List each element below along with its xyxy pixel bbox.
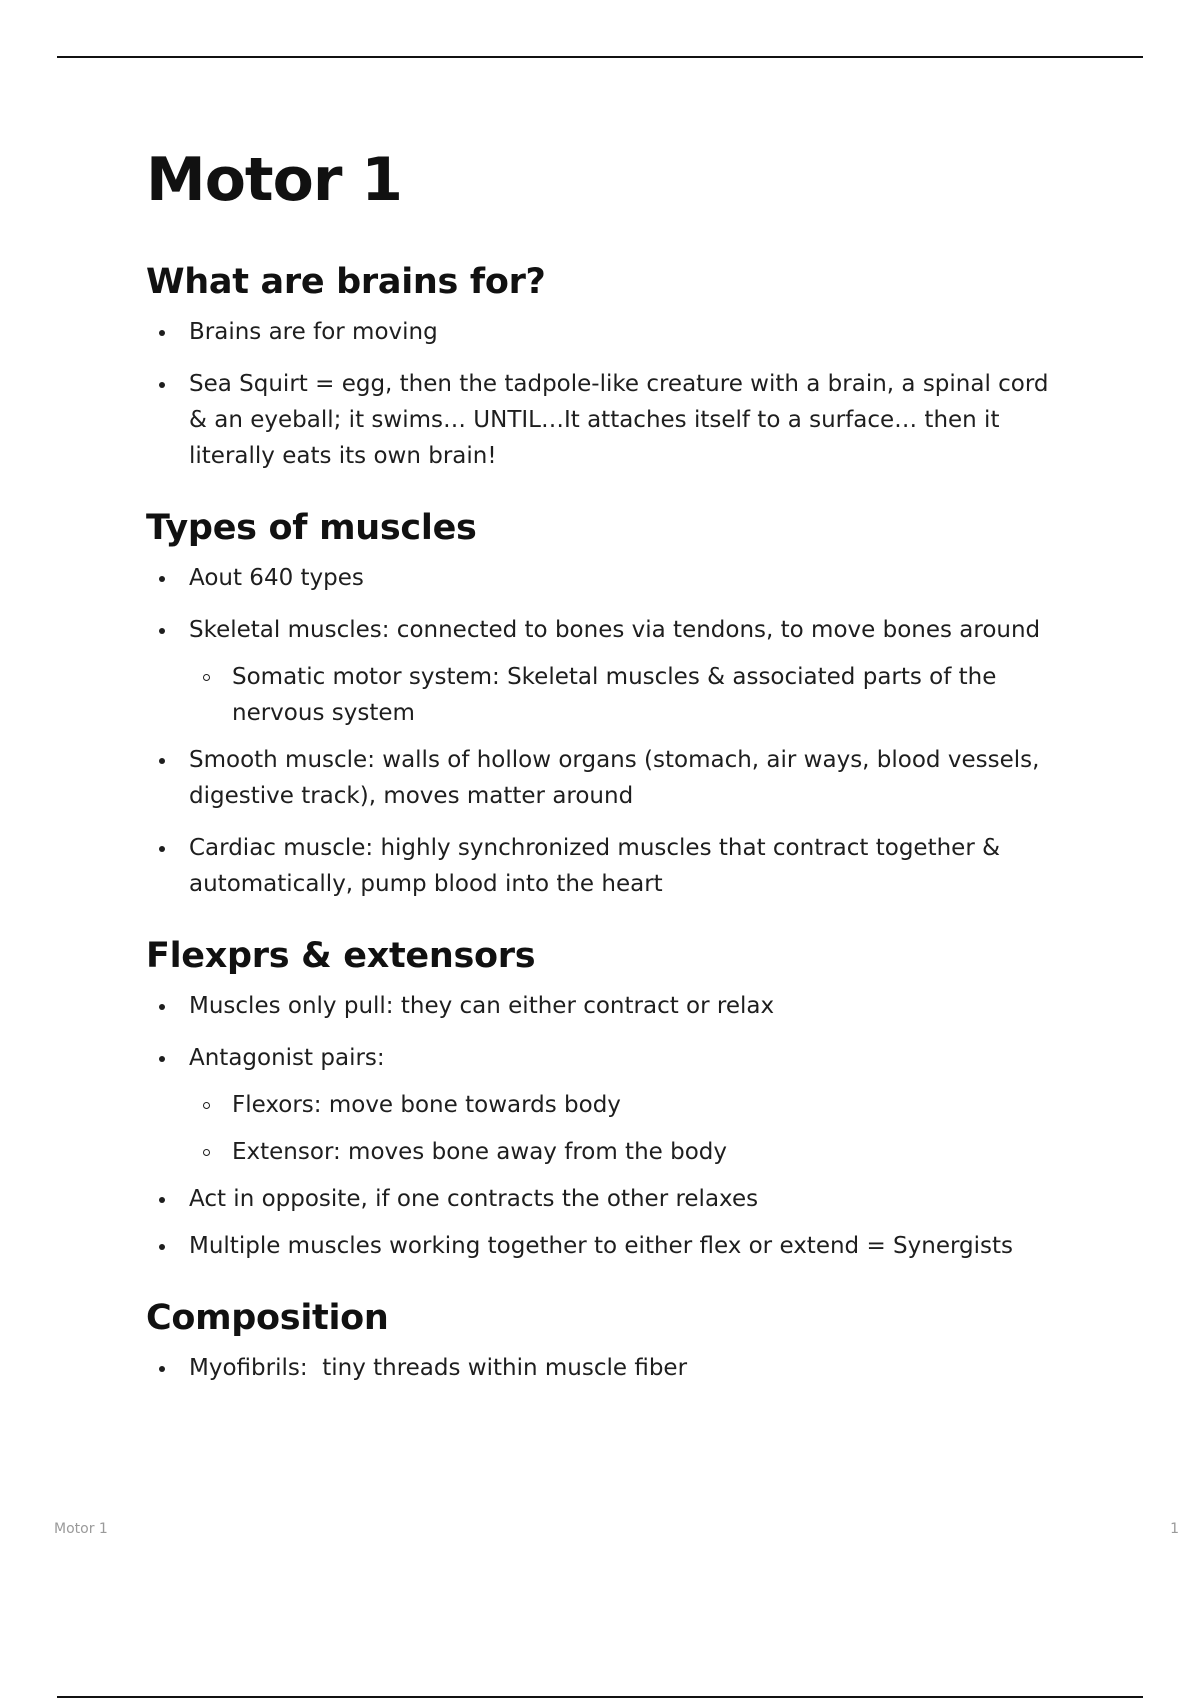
list-item: Cardiac muscle: highly synchronized muscles that contract together & automatically, pump blood into the heart [146,830,1039,902]
bullet-list [146,560,1106,902]
section-heading: Composition [146,1298,389,1338]
document-body [146,140,1106,1386]
sub-list-item: Extensor: moves bone away from the body [146,1134,1106,1170]
list-item: Multiple muscles working together to either flex or extend = Synergists [146,1228,1106,1264]
list-item: Antagonist pairs: [146,1040,1106,1076]
bullet-list [146,988,1106,1264]
list-item: Act in opposite, if one contracts the other relaxes [146,1181,1106,1217]
list-item: Brains are for moving [146,314,1106,350]
list-item: Smooth muscle: walls of hollow organs (stomach, air ways, blood vessels, digestive track), moves matter around [146,742,1049,814]
section-muscle-types [146,504,1106,902]
bullet-list [146,314,1106,474]
section-heading: Flexprs & extensors [146,936,536,976]
page-title: Motor 1 [146,145,403,215]
section-flexors-extensors [146,932,1106,1264]
list-item: Muscles only pull: they can either contract or relax [146,988,1106,1024]
list-item: Aout 640 types [146,560,1106,596]
list-item: Skeletal muscles: connected to bones via tendons, to move bones around [146,612,1106,648]
sub-list-item: Somatic motor system: Skeletal muscles & associated parts of the nervous system [146,659,1082,731]
footer-page-number: 1 [1170,1521,1179,1537]
list-item: Sea Squirt = egg, then the tadpole-like creature with a brain, a spinal cord & an eyeball; it swims… UNTIL…It attaches itself to a surface… then it literally eats its own brain! [146,366,1059,474]
footer-document-name: Motor 1 [54,1521,108,1537]
bottom-divider [57,1696,1143,1698]
section-brains [146,258,1106,474]
section-heading: What are brains for? [146,262,546,302]
top-divider [57,56,1143,58]
section-heading: Types of muscles [146,508,477,548]
sub-list-item: Flexors: move bone towards body [146,1087,1106,1123]
section-composition [146,1294,1106,1386]
bullet-list [146,1350,1106,1386]
list-item: Myofibrils: tiny threads within muscle fiber [146,1350,1106,1386]
